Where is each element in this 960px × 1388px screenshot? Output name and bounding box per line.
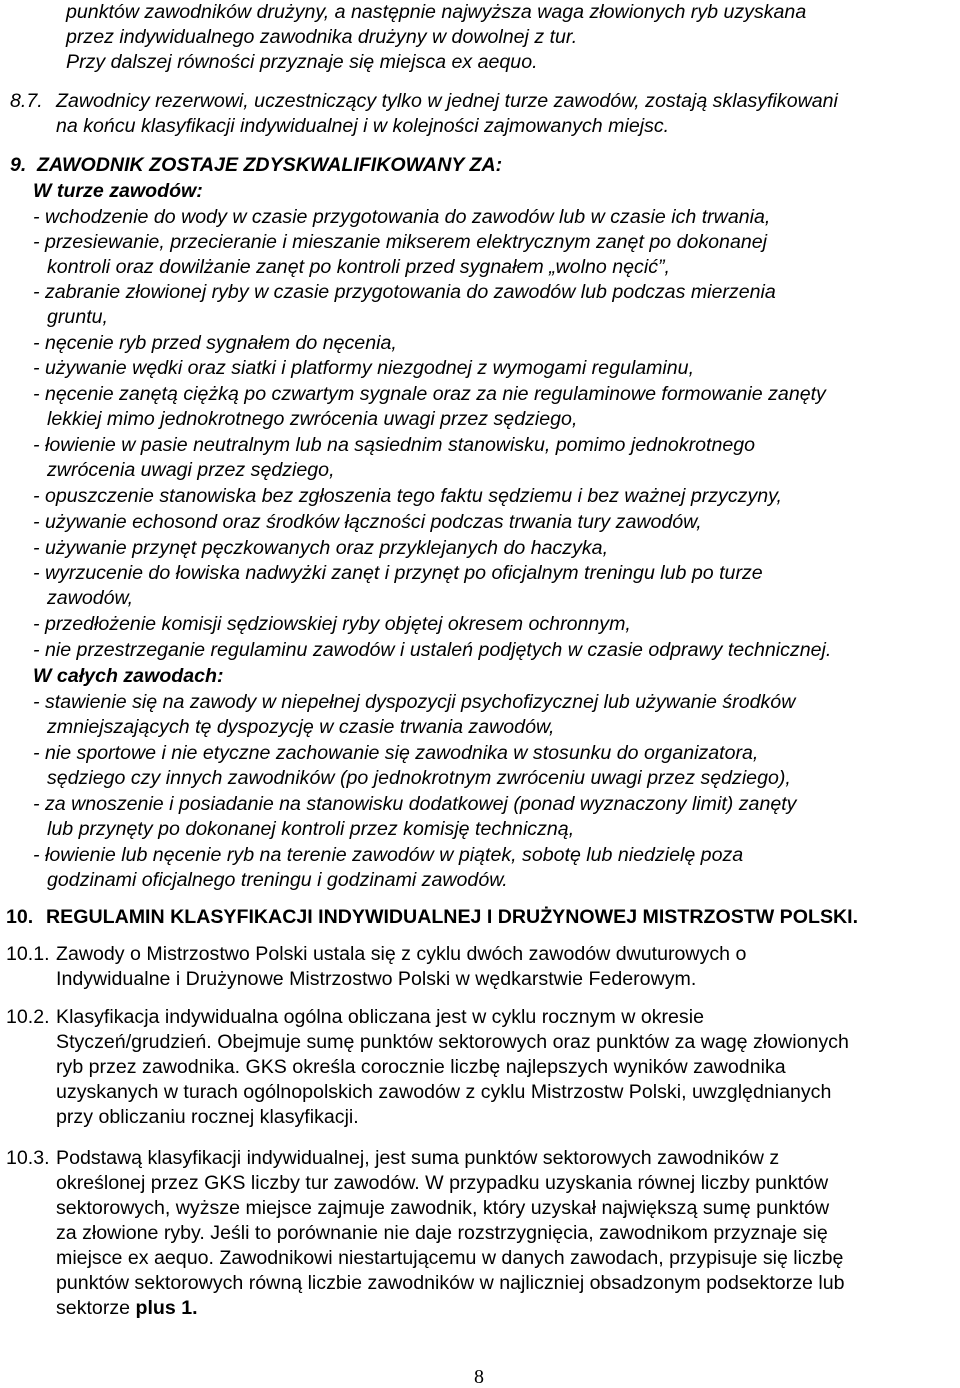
list1-item: - używanie przynęt pęczkowanych oraz przyklejanych do haczyka,: [33, 537, 609, 559]
list1-item-cont: zwrócenia uwagi przez sędziego,: [47, 459, 335, 481]
section-10-3-line: za złowione ryby. Jeśli to porównanie nie daje rozstrzygnięcia, zawodnikom przyznaje się: [56, 1222, 828, 1244]
list2-item-cont: sędziego czy innych zawodników (po jednokrotnym zwróceniu uwagi przez sędziego),: [47, 767, 791, 789]
intro-line-1: punktów zawodników drużyny, a następnie najwyższa waga złowionych ryb uzyskana: [66, 1, 807, 23]
section-10-1-line: Zawody o Mistrzostwo Polski ustala się z cyklu dwóch zawodów dwuturowych o: [56, 943, 747, 965]
list1-item: - wchodzenie do wody w czasie przygotowania do zawodów lub w czasie ich trwania,: [33, 206, 771, 228]
intro-line-2: przez indywidualnego zawodnika drużyny w dowolnej z tur.: [66, 26, 578, 48]
section-8-7-line-1: Zawodnicy rezerwowi, uczestniczący tylko w jednej turze zawodów, zostają sklasyfikowani: [56, 90, 838, 112]
list1-item: - nęcenie zanętą ciężką po czwartym sygnale oraz za nie regulaminowe formowanie zanęty: [33, 383, 826, 405]
list2-item: - nie sportowe i nie etyczne zachowanie się zawodnika w stosunku do organizatora,: [33, 742, 759, 764]
section-10-3-line: punktów sektorowych równą liczbie zawodników w najliczniej obsadzonym podsektorze lub: [56, 1272, 845, 1294]
section-10-2-line: przy obliczaniu rocznej klasyfikacji.: [56, 1106, 359, 1128]
section-10-1-line: Indywidualne i Drużynowe Mistrzostwo Polski w wędkarstwie Federowym.: [56, 968, 697, 990]
list1-item: - opuszczenie stanowiska bez zgłoszenia tego faktu sędziemu i bez ważnej przyczyny,: [33, 485, 782, 507]
list1-item: - używanie echosond oraz środków łączności podczas trwania tury zawodów,: [33, 511, 702, 533]
section-8-7-number: 8.7.: [10, 90, 43, 112]
section-10-2-line: uzyskanych w turach ogólnopolskich zawodów z cyklu Mistrzostw Polski, uwzględnianych: [56, 1081, 832, 1103]
list2-item-cont: godzinami oficjalnego treningu i godzinami zawodów.: [47, 869, 508, 891]
list1-item: - zabranie złowionej ryby w czasie przygotowania do zawodów lub podczas mierzenia: [33, 281, 776, 303]
section-10-3-line: miejsce ex aequo. Zawodnikowi niestartującemu w danych zawodach, przypisuje się liczbę: [56, 1247, 844, 1269]
section-9-subheading-whole: W całych zawodach:: [33, 665, 224, 687]
list2-item-cont: lub przynęty po dokonanej kontroli przez komisję techniczną,: [47, 818, 575, 840]
section-10-title: REGULAMIN KLASYFIKACJI INDYWIDUALNEJ I DRUŻYNOWEJ MISTRZOSTW POLSKI.: [46, 906, 859, 928]
list1-item-cont: lekkiej mimo jednokrotnego zwrócenia uwagi przez sędziego,: [47, 408, 578, 430]
intro-line-3: Przy dalszej równości przyznaje się miejsca ex aequo.: [66, 51, 538, 73]
section-9-number: 9.: [10, 154, 27, 176]
list1-item: - używanie wędki oraz siatki i platformy niezgodnej z wymogami regulaminu,: [33, 357, 695, 379]
list1-item-cont: zawodów,: [47, 587, 134, 609]
section-10-3-number: 10.3.: [6, 1147, 50, 1169]
section-8-7-line-2: na końcu klasyfikacji indywidualnej i w kolejności zajmowanych miejsc.: [56, 115, 670, 137]
list2-item: - stawienie się na zawody w niepełnej dyspozycji psychofizycznej lub używanie środków: [33, 691, 796, 713]
section-10-1-number: 10.1.: [6, 943, 50, 965]
list1-item: - łowienie w pasie neutralnym lub na sąsiednim stanowisku, pomimo jednokrotnego: [33, 434, 756, 456]
section-9-subheading-turn: W turze zawodów:: [33, 180, 203, 202]
list1-item: - przesiewanie, przecieranie i mieszanie mikserem elektrycznym zanęt po dokonanej: [33, 231, 768, 253]
section-10-2-line: Styczeń/grudzień. Obejmuje sumę punktów sektorowych oraz punktów za wagę złowionych: [56, 1031, 849, 1053]
section-10-3-line: sektorowych, wyższe miejsce zajmuje zawodnik, który uzyskał największą sumę punktów: [56, 1197, 830, 1219]
list1-item: - nęcenie ryb przed sygnałem do nęcenia,: [33, 332, 397, 354]
section-10-2-line: ryb przez zawodnika. GKS określa corocznie liczbę najlepszych wyników zawodnika: [56, 1056, 786, 1078]
section-10-2-number: 10.2.: [6, 1006, 50, 1028]
list1-item-cont: gruntu,: [47, 306, 109, 328]
section-10-3-line: Podstawą klasyfikacji indywidualnej, jest suma punktów sektorowych zawodników z: [56, 1147, 780, 1169]
section-10-3-last-text: sektorze: [56, 1297, 136, 1319]
list2-item: - łowienie lub nęcenie ryb na terenie zawodów w piątek, sobotę lub niedzielę poza: [33, 844, 744, 866]
list1-item: - przedłożenie komisji sędziowskiej ryby objętej okresem ochronnym,: [33, 613, 631, 635]
list2-item-cont: zmniejszających tę dyspozycję w czasie trwania zawodów,: [47, 716, 555, 738]
section-9-title: ZAWODNIK ZOSTAJE ZDYSKWALIFIKOWANY ZA:: [37, 154, 503, 176]
list1-item: - wyrzucenie do łowiska nadwyżki zanęt i przynęt po oficjalnym treningu lub po turze: [33, 562, 763, 584]
section-10-3-line: określonej przez GKS liczby tur zawodów. W przypadku uzyskania równej liczby punktów: [56, 1172, 829, 1194]
list2-item: - za wnoszenie i posiadanie na stanowisku dodatkowej (ponad wyznaczony limit) zanęty: [33, 793, 797, 815]
section-10-3-last-line: [56, 1296, 198, 1320]
list1-item-cont: kontroli oraz dowilżanie zanęt po kontroli przed sygnałem „wolno nęcić”,: [47, 256, 670, 278]
section-10-number: 10.: [6, 906, 34, 928]
section-10-2-line: Klasyfikacja indywidualna ogólna obliczana jest w cyklu rocznym w okresie: [56, 1006, 704, 1028]
list1-item: - nie przestrzeganie regulaminu zawodów i ustaleń podjętych w czasie odprawy technicznej.: [33, 639, 832, 661]
page-number: 8: [474, 1366, 484, 1388]
section-10-3-last-bold: plus 1.: [135, 1297, 198, 1319]
